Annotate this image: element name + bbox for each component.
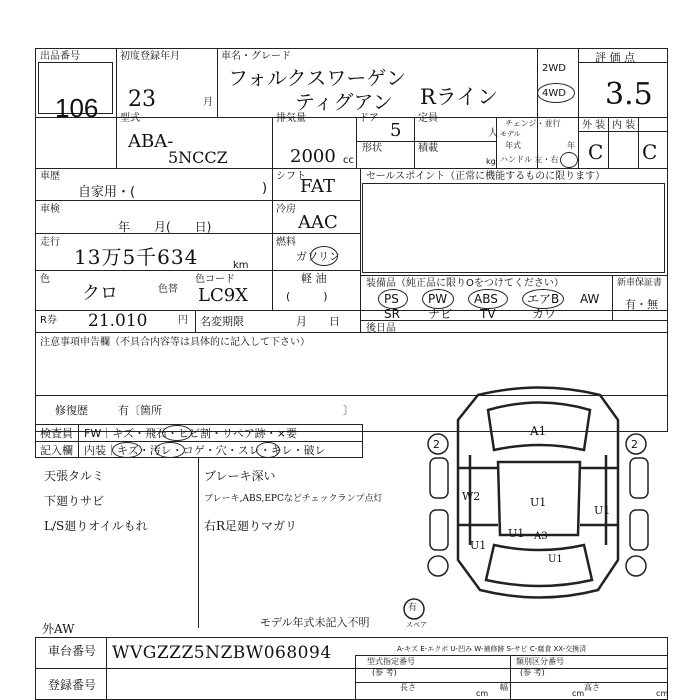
warranty-label: 新車保証書: [617, 278, 663, 288]
equip-leather: カワ: [532, 307, 557, 321]
mileage-label: 走行: [40, 237, 60, 248]
doors-value: 5: [390, 120, 402, 141]
height-unit: cm: [656, 689, 669, 698]
diagram-mark-u1-right: U1: [594, 504, 611, 517]
car-name-label: 車名・グレード: [221, 51, 291, 62]
drive-2wd: 2WD: [542, 63, 566, 74]
color-label: 色: [40, 274, 50, 285]
aircon-value: AAC: [298, 212, 338, 233]
capacity-label: 定員: [418, 113, 438, 124]
diagram-mark-2-left: 2: [433, 438, 440, 451]
mileage-unit: km: [233, 260, 249, 271]
fuel-gas: ガソリン: [296, 250, 340, 263]
warranty-value: 有・無: [625, 298, 658, 311]
inspector-items-row2: 内装｜キズ・汚レ・コゲ・穴・スレ・キレ・破レ: [84, 444, 326, 457]
remark-3: 下廻りサビ: [44, 494, 105, 508]
score-label: 評 価 点: [595, 51, 635, 64]
diagram-mark-a1: A1: [530, 424, 547, 438]
inspector-items-row1: FW｜キズ・飛石・ヒビ割・リペア跡・×要: [84, 427, 297, 440]
equipment-label: 装備品（純正品に限りOをつけてください）: [366, 278, 564, 289]
spare-label: 有: [408, 603, 418, 613]
fuel-light: 軽 油: [301, 272, 327, 285]
height-label: 高さ: [584, 683, 600, 692]
capacity-unit: 人: [488, 128, 498, 139]
color-code-label: 色コード: [195, 274, 235, 285]
notes-label: 注意事項申告欄（不具合内容等は具体的に記入して下さい）: [40, 337, 310, 348]
remark-6: 右R足廻りマガリ: [204, 519, 298, 533]
aircon-label: 冷房: [276, 204, 296, 215]
type-class-ref: (参 考): [520, 668, 545, 677]
equip-abs: ABS: [474, 292, 498, 306]
remark-4: ブレーキ,ABS,EPCなどチェックランプ点灯: [204, 494, 383, 504]
equip-tv: TV: [480, 307, 496, 321]
model-label: 型式: [120, 113, 140, 124]
damage-legend: A-キズ E-エクボ U-凹み W-補修跡 S-サビ C-腐食 XX-交換済: [397, 645, 587, 653]
name-change-label: 名変期限: [200, 315, 244, 328]
score-value: 3.5: [605, 77, 653, 112]
change-label: チェンジ・並行: [505, 119, 561, 128]
entry-label: 記入欄: [40, 444, 73, 457]
drive-4wd: 4WD: [542, 88, 566, 99]
reg-label: 登録番号: [48, 678, 97, 692]
length-unit: cm: [476, 689, 489, 698]
equip-navi: ナビ: [428, 307, 453, 321]
color-value: クロ: [82, 283, 118, 304]
remark-2: ブレーキ深い: [204, 469, 276, 483]
inspection-label: 車検: [40, 204, 60, 215]
length-label: 長さ: [400, 683, 416, 692]
chassis-value: WVGZZZ5NZBW068094: [112, 643, 332, 663]
equip-airbag: エアB: [527, 292, 560, 306]
sales-point-label: セールスポイント（正常に機能するものに限ります）: [366, 171, 606, 182]
model-year-unit: 年: [567, 141, 575, 150]
shift-value: FAT: [300, 176, 335, 197]
model-line2: 5NCCZ: [168, 148, 228, 167]
load-label: 積載: [418, 143, 438, 154]
history-value: 自家用・(: [78, 185, 136, 200]
model-change-label: モデル: [500, 130, 521, 138]
lot-number: 106: [55, 93, 99, 123]
history-label: 車歴: [40, 171, 60, 182]
chassis-label: 車台番号: [48, 644, 97, 658]
first-reg-year: 23: [128, 87, 156, 112]
repair-label: 修復歴: [55, 404, 88, 417]
model-year-label: 年式: [505, 141, 521, 150]
load-unit: kg: [486, 157, 496, 166]
displacement-label: 排気量: [276, 113, 306, 124]
rear-seat-label: 後日品: [366, 323, 396, 334]
diagram-mark-u1-rear: U1: [508, 527, 525, 540]
color-code-value: LC9X: [198, 285, 248, 306]
type-cert-label: 型式指定番号: [367, 657, 415, 666]
fuel-label: 燃料: [276, 237, 296, 248]
history-close: ): [262, 181, 268, 196]
diagram-mark-u1-bottom: U1: [548, 554, 563, 565]
repair-close: 〕: [343, 404, 354, 417]
exterior-grade: C: [588, 140, 604, 164]
doors-label: ドア: [359, 113, 379, 124]
first-reg-label: 初度登録年月: [120, 51, 180, 62]
type-cert-ref: (参 考): [372, 668, 397, 677]
model-line1: ABA-: [128, 131, 174, 152]
inspection-value: 年 月( 日): [118, 220, 212, 234]
color-change-label: 色替: [158, 284, 178, 295]
width-unit: cm: [572, 689, 585, 698]
inspector-label: 検査員: [40, 427, 73, 440]
diagram-mark-u1-center: U1: [530, 496, 547, 509]
type-class-label: 類別区分番号: [516, 657, 564, 666]
grade: Rライン: [420, 85, 499, 109]
recycle-value: 21.010: [88, 311, 148, 331]
handle-label: ハンドル 左・右: [500, 155, 559, 164]
displacement-value: 2000: [290, 146, 336, 167]
interior-grade: C: [642, 140, 658, 164]
shape-label: 形状: [362, 143, 382, 154]
interior-label: 内 装: [612, 120, 636, 131]
name-change-value: 月 日: [296, 315, 340, 328]
shift-label: シフト: [276, 171, 306, 182]
first-reg-month-unit: 月: [203, 97, 213, 108]
equip-aw: AW: [580, 292, 600, 306]
recycle-label: R券: [40, 315, 57, 326]
mileage-value: 13万5千634: [74, 245, 199, 269]
equip-ps: PS: [384, 292, 399, 306]
fuel-paren: ( ): [286, 290, 328, 303]
diagram-mark-a3: A3: [534, 531, 548, 542]
repair-value: 有〔箇所: [118, 404, 162, 417]
car-name-line2: ティグアン: [295, 90, 393, 114]
remark-8: 外AW: [42, 622, 75, 636]
exterior-label: 外 装: [582, 120, 606, 131]
diagram-mark-2-right: 2: [631, 438, 638, 451]
remark-7: モデル年式未記入不明: [260, 616, 370, 629]
diagram-mark-w2: W2: [462, 490, 481, 503]
spare-caption: スペア: [406, 621, 427, 629]
width-label: 幅: [500, 683, 508, 692]
displacement-unit: cc: [343, 155, 354, 166]
car-name-line1: フォルクスワーゲン: [228, 66, 406, 90]
recycle-unit: 円: [178, 315, 188, 326]
diagram-mark-u1-left: U1: [470, 539, 487, 552]
equip-pw: PW: [428, 292, 448, 306]
remark-5: L/S廻りオイルもれ: [44, 519, 148, 533]
remark-1: 天張タルミ: [44, 469, 105, 483]
equip-sr: SR: [384, 307, 400, 321]
lot-label: 出品番号: [40, 51, 80, 62]
